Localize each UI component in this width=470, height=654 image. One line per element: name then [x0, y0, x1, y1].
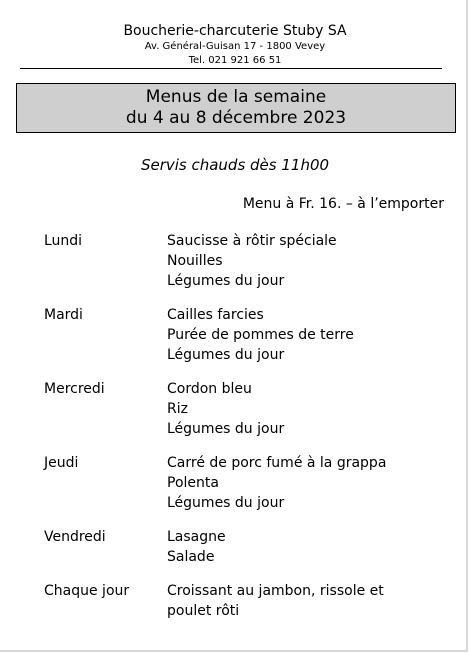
shop-name: Boucherie-charcuterie Stuby SA [123, 23, 347, 39]
dish: Salade [167, 549, 215, 565]
dish: Lasagne [167, 529, 226, 545]
menu-row-jeudi [44, 453, 454, 513]
dish-list [167, 379, 454, 439]
dish: Légumes du jour [167, 495, 285, 511]
day-label: Vendredi [44, 529, 106, 545]
day-label: Lundi [44, 233, 83, 249]
dish-list [167, 305, 454, 365]
header-divider [20, 68, 442, 69]
dish: Purée de pommes de terre [167, 327, 354, 343]
dish: Carré de porc fumé à la grappa [167, 455, 387, 471]
dish: Légumes du jour [167, 421, 285, 437]
dish-list [167, 527, 454, 567]
dish: Riz [167, 401, 188, 417]
menu-row-lundi [44, 231, 454, 291]
dish-list [167, 231, 454, 291]
day-label: Mardi [44, 307, 83, 323]
menu-row-chaque-jour [44, 581, 454, 621]
dish: Nouilles [167, 253, 223, 269]
dish-list [167, 453, 454, 513]
title-line-1: Menus de la semaine [145, 87, 327, 107]
title-box [16, 83, 456, 133]
menu-row-mardi [44, 305, 454, 365]
dish: Légumes du jour [167, 347, 285, 363]
served-hours: Servis chauds dès 11h00 [140, 156, 330, 174]
dish: Cordon bleu [167, 381, 252, 397]
dish: Saucisse à rôtir spéciale [167, 233, 337, 249]
menu-row-vendredi [44, 527, 454, 567]
shop-address: Av. Général-Guisan 17 - 1800 Vevey [144, 41, 326, 52]
shop-header [0, 22, 470, 68]
day-label: Jeudi [44, 455, 79, 471]
menu-price: Menu à Fr. 16. – à l’emporter [242, 196, 444, 212]
menu-row-mercredi [44, 379, 454, 439]
dish: Légumes du jour [167, 273, 285, 289]
dish: Polenta [167, 475, 219, 491]
dish-list [167, 581, 454, 621]
shop-phone: Tel. 021 921 66 51 [188, 55, 282, 66]
dish: Croissant au jambon, rissole et [167, 583, 384, 599]
day-label: Mercredi [44, 381, 105, 397]
dish: Cailles farcies [167, 307, 264, 323]
weekly-menu [44, 231, 454, 635]
title-line-2: du 4 au 8 décembre 2023 [125, 108, 347, 128]
day-label: Chaque jour [44, 583, 130, 599]
dish: poulet rôti [167, 603, 240, 619]
